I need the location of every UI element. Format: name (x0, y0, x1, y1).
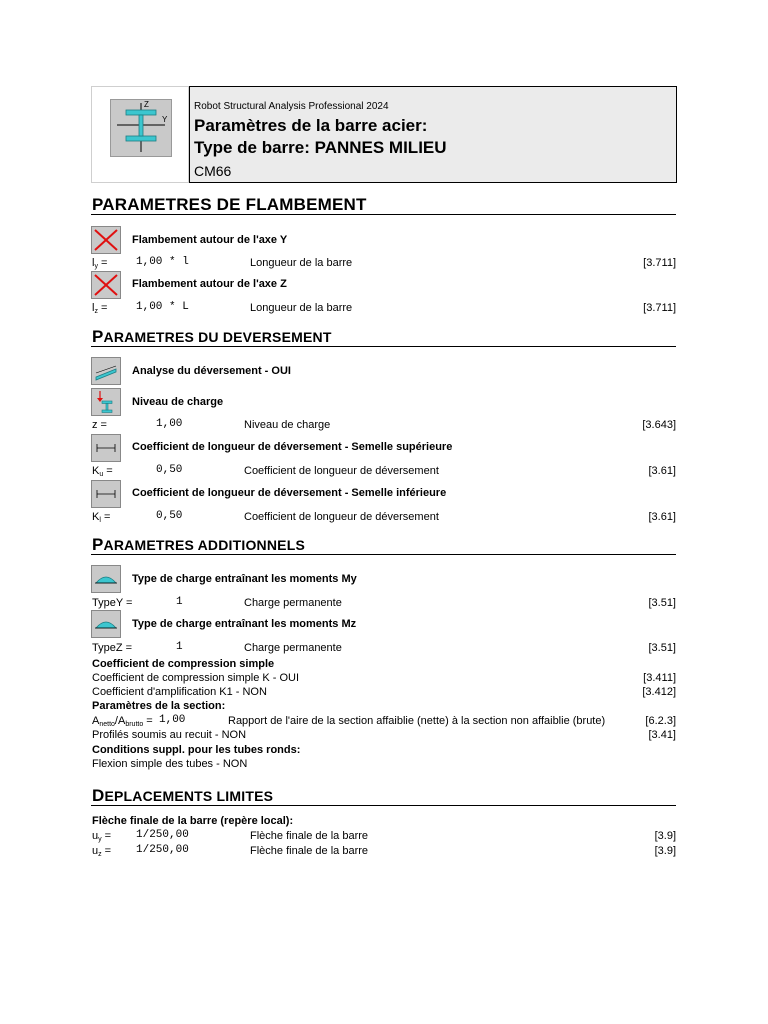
uz-symbol: $u_z$ = (92, 845, 112, 858)
page-title: Paramètres de la barre acier: (194, 116, 428, 135)
kl-description: Coefficient de longueur de déversement (244, 511, 439, 523)
mz-heading: Type de charge entraînant les moments Mz (132, 618, 357, 630)
ly-value: 1,00 * l (136, 256, 189, 268)
compression-heading: Coefficient de compression simple (92, 658, 275, 670)
axis-z-label: Z (144, 100, 149, 109)
ku-symbol: $K_u$ = (92, 465, 113, 478)
deversement-analysis: Analyse du déversement - OUI (132, 365, 291, 377)
tubes-flexion: Flexion simple des tubes - NON (92, 758, 248, 770)
section-title-flambement: PARAMETRES DE FLAMBEMENT (92, 195, 367, 214)
inf-heading: Coefficient de longueur de déversement - Semelle inférieure (132, 487, 447, 499)
ku-reference: [3.61] (648, 465, 676, 477)
section-title-additionnels: PARAMETRES ADDITIONNELS (92, 535, 305, 554)
bar-type-title: Type de barre: PANNES MILIEU (194, 138, 447, 157)
software-name: Robot Structural Analysis Professional 2024 (194, 101, 389, 112)
load-level-icon (91, 388, 121, 416)
typey-value: 1 (176, 596, 183, 608)
typez-value: 1 (176, 641, 183, 653)
ly-description: Longueur de la barre (250, 257, 353, 269)
ku-description: Coefficient de longueur de déversement (244, 465, 439, 477)
section-rule (91, 214, 676, 215)
z-description: Niveau de charge (244, 419, 331, 431)
typey-label: TypeY = (92, 597, 133, 609)
kl-symbol: $K_l$ = (92, 511, 111, 524)
cross-icon (91, 226, 121, 254)
lz-description: Longueur de la barre (250, 302, 353, 314)
uz-description: Flèche finale de la barre (250, 845, 369, 857)
flambement-y-heading: Flambement autour de l'axe Y (132, 234, 288, 246)
section-rule (91, 805, 676, 806)
recuit-reference: [3.41] (648, 729, 676, 741)
span-length-icon (91, 480, 121, 508)
ku-value: 0,50 (156, 464, 183, 476)
design-code: CM66 (194, 163, 232, 179)
section-title-deplacements: DEPLACEMENTS LIMITES (92, 786, 274, 805)
typez-reference: [3.51] (648, 642, 676, 654)
z-symbol: z = (92, 419, 107, 431)
flambement-z-heading: Flambement autour de l'axe Z (132, 278, 287, 290)
lz-symbol: $l_z$ = (92, 302, 108, 315)
uz-value: 1/250,00 (136, 844, 189, 856)
lz-value: 1,00 * L (136, 301, 189, 313)
section-title-deversement: PARAMETRES DU DEVERSEMENT (92, 327, 332, 346)
lz-reference: [3.711] (643, 302, 676, 314)
axis-y-label: Y (162, 115, 168, 124)
fleche-heading: Flèche finale de la barre (repère local): (92, 815, 294, 827)
z-reference: [3.643] (642, 419, 676, 431)
typez-label: TypeZ = (92, 642, 133, 654)
header-title-box (189, 86, 677, 183)
anetto-reference: [6.2.3] (645, 715, 676, 727)
anetto-value: 1,00 (159, 714, 186, 726)
section-rule (91, 346, 676, 347)
niveau-heading: Niveau de charge (132, 396, 224, 408)
header-section-icon-frame (91, 86, 189, 183)
uy-symbol: $u_y$ = (92, 830, 112, 843)
amplification-k1: Coefficient d'amplification K1 - NON (92, 686, 267, 698)
sup-heading: Coefficient de longueur de déversement - Semelle supérieure (132, 441, 453, 453)
my-heading: Type de charge entraînant les moments My (132, 573, 357, 585)
tubes-heading: Conditions suppl. pour les tubes ronds: (92, 744, 301, 756)
ly-symbol: $l_y$ = (92, 257, 108, 270)
section-params-heading: Paramètres de la section: (92, 700, 226, 712)
z-value: 1,00 (156, 418, 183, 430)
cross-icon (91, 271, 121, 299)
beam-lateral-icon (91, 357, 121, 385)
uy-reference: [3.9] (654, 830, 676, 842)
anetto-symbol: $A_{netto}/A_{brutto}$ = (92, 715, 153, 728)
ly-reference: [3.711] (643, 257, 676, 269)
typez-description: Charge permanente (244, 642, 342, 654)
load-dome-icon (91, 610, 121, 638)
typey-reference: [3.51] (648, 597, 676, 609)
recuit: Profilés soumis au recuit - NON (92, 729, 247, 741)
span-length-icon (91, 434, 121, 462)
i-beam-section-icon (110, 99, 172, 157)
load-dome-icon (91, 565, 121, 593)
kl-value: 0,50 (156, 510, 183, 522)
uy-description: Flèche finale de la barre (250, 830, 369, 842)
amplification-reference: [3.412] (642, 686, 676, 698)
kl-reference: [3.61] (648, 511, 676, 523)
typey-description: Charge permanente (244, 597, 342, 609)
uz-reference: [3.9] (654, 845, 676, 857)
compression-k: Coefficient de compression simple K - OUI (92, 672, 300, 684)
uy-value: 1/250,00 (136, 829, 189, 841)
compression-k-reference: [3.411] (643, 672, 676, 684)
anetto-description: Rapport de l'aire de la section affaiblie (nette) à la section non affaiblie (brute) (228, 715, 606, 727)
section-rule (91, 554, 676, 555)
